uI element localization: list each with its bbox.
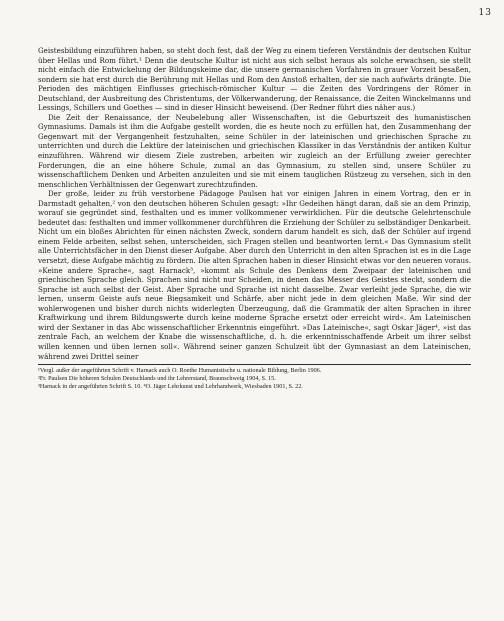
footnotes bbox=[38, 367, 471, 391]
footnote-3-4: ³Harnack in der angeführten Schrift S. 10. ⁴O. Jäger Lehrkunst und Lehrhandwerk, Wiesbaden 1901, S. 22. bbox=[38, 383, 303, 391]
footnote-2: ²Fr. Paulsen Die höheren Schulen Deutschlands und ihr Lehrerstand, Braunschweig 1904, S. 15. bbox=[38, 375, 276, 383]
footnote-rule bbox=[38, 364, 471, 365]
footnote-1: ¹Vergl. außer der angeführten Schrift v. Harnack auch O. Roethe Humanistische u. nationale Bildung, Berlin 1906. bbox=[38, 367, 322, 375]
main-text bbox=[38, 46, 471, 391]
paragraph-1: Geistesbildung einzuführen haben, so steht doch fest, daß der Weg zu einem tieferen Verständnis der deutschen Kultur über Hellas und Rom führt.¹ Denn die deutsche Kultur ist nicht aus sich selbst heraus als solche erwachsen, sie stellt nicht einfach die Entwickelung der Bildungskeime dar, die unsere germanischen Vorfahren in grauer Vorzeit besaßen, sondern sie hat erst durch die Berührung mit Hellas und Rom den Anstoß erhalten, der sie nach aufwärts drängte. Die Perioden des mächtigen Einflusses griechisch-römischer Kultur — die Zeiten des Vordringens der Römer in Deutschland, der Ausbreitung des Christentums, der Völkerwanderung, der Renaissance, die Zeiten Winckelmanns und Lessings, Schillers und Goethes — sind in dieser Hinsicht beweisend. (Der Redner führt dies näher aus.) bbox=[38, 46, 471, 113]
paragraph-3: Der große, leider zu früh verstorbene Pädagoge Paulsen hat vor einigen Jahren in einem Vortrag, den er in Darmstadt gehalten,² von den deutschen höheren Schulen gesagt: »Ihr Gedeihen hängt daran, daß sie an dem Prinzip, worauf sie gegründet sind, festhalten und es immer vollkommener verwirklichen. Für die deutsche Gelehrtenschule bedeutet das: festhalten und immer vollkommener durchführen die Erziehung der Schüler zu selbständiger Denkarbeit. Nicht um ein bloßes Abrichten für einen nächsten Zweck, sondern darum handelt es sich, daß der Schüler auf irgend einem Felde arbeiten, selbst sehen, unterscheiden, sich Fragen stellen und beantworten lernt.« Das Gymnasium stellt alle Unterrichtsfächer in den Dienst dieser Aufgabe. Aber durch den Unterricht in den alten Sprachen ist es in die Lage versetzt, diese Aufgabe mächtig zu fördern. Die alten Sprachen haben in dieser Hinsicht etwas vor den neueren voraus. »Keine andere Sprache«, sagt Harnack³, »kommt als Schule des Denkens dem Zweipaar der lateinischen und griechischen Sprache gleich. Sprachen sind nicht nur Scheiden, in denen das Messer des Geistes steckt, sondern die Sprache ist auch selbst der Geist. Aber Sprache und Sprache ist nicht dasselbe. Zwar verleiht jede Sprache, die wir lernen, unserm Geiste aufs neue Biegsamkeit und Schärfe, aber nicht jede in dem gleichen Maße. Wir sind der wohlerwogenen und bisher durch nichts widerlegten Überzeugung, daß die Grammatik der alten Sprachen in ihrer Kraftwirkung und ihrem Bildungswerte durch keine moderne Sprache ersetzt oder erreicht wird«. Am Lateinischen wird der Sextaner in das Abc wissenschaftlicher Erkenntnis eingeführt. »Das Lateinische«, sagt Oskar Jäger⁴, »ist das zentrale Fach, an welchem der Knabe die wissenschaftliche, d. h. die erkenntnisschaffende Arbeit um ihrer selbst willen kennen und üben lernen soll«. Während seiner ganzen Schulzeit übt der Gymnasiast an dem Lateinischen, während zwei Drittel seiner bbox=[38, 189, 471, 361]
paragraph-2: Die Zeit der Renaissance, der Neubelebung aller Wissenschaften, ist die Geburtszeit des humanistischen Gymnasiums. Damals ist ihm die Aufgabe gestellt worden, die es heute noch zu erfüllen hat, den Zusammenhang der Gegenwart mit der Vergangenheit festzuhalten, seine Schüler in der lateinischen und griechischen Sprache zu unterrichten und durch die Lektüre der lateinischen und griechischen Klassiker in das Verständnis der antiken Kultur einzuführen. Während wir diesem Ziele zustreben, arbeiten wir zugleich an der Erfüllung zweier gerechter Forderungen, die an eine höhere Schule, zumal an das Gymnasium, zu stellen sind, unsere Schüler zu wissenschaftlichem Denken und Arbeiten anzuleiten und sie mit einem tauglichen Rüstzeug zu versehen, sich in den menschlichen Verhältnissen der Gegenwart zurechtzufinden. bbox=[38, 112, 471, 189]
page-number: 13 bbox=[478, 8, 492, 18]
